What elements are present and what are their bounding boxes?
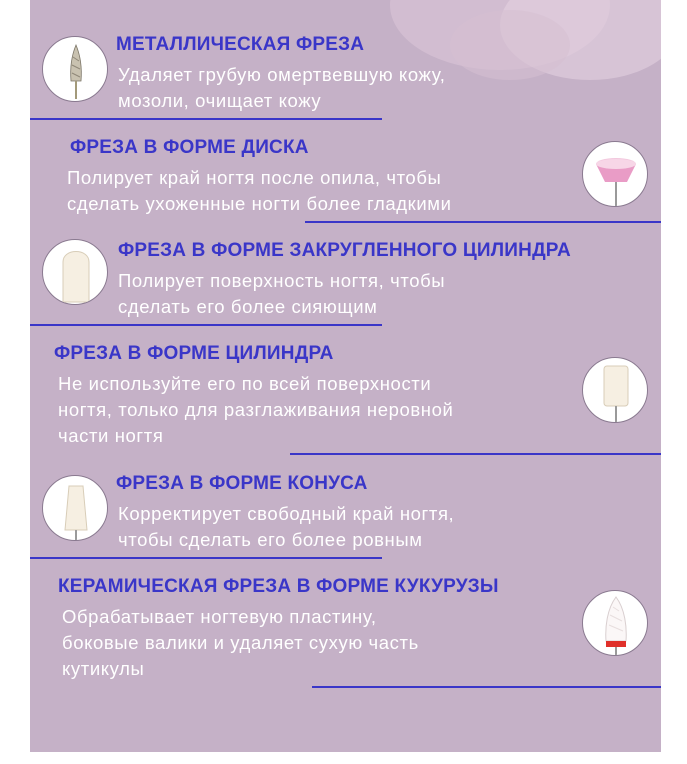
divider-line [305,221,661,223]
item-description-line: ногтя, только для разглаживания неровной [58,399,454,420]
rounded-cylinder-bit-icon [42,239,108,305]
item-title: ФРЕЗА В ФОРМЕ ЦИЛИНДРА [54,343,334,364]
divider-line [30,324,382,326]
item-description-line: сделать его более сияющим [118,296,378,317]
item-title: МЕТАЛЛИЧЕСКАЯ ФРЕЗА [116,34,365,55]
item-description-line: Корректирует свободный край ногтя, [118,503,455,524]
metal-flame-bit-icon [42,36,108,102]
item-description-line: Удаляет грубую омертвевшую кожу, [118,64,446,85]
flower-petal-decoration [450,10,570,80]
ceramic-corn-bit-icon [582,590,648,656]
item-description-line: Обрабатывает ногтевую пластину, [62,606,377,627]
item-description-line: боковые валики и удаляет сухую часть [62,632,419,653]
cone-bit-icon [42,475,108,541]
item-title: ФРЕЗА В ФОРМЕ ЗАКРУГЛЕННОГО ЦИЛИНДРА [118,240,571,261]
item-description-line: Полирует край ногтя после опила, чтобы [67,167,442,188]
item-title: ФРЕЗА В ФОРМЕ КОНУСА [116,473,368,494]
item-description-line: кутикулы [62,658,145,679]
item-description-line: мозоли, очищает кожу [118,90,322,111]
item-description-line: сделать ухоженные ногти более гладкими [67,193,452,214]
item-description-line: чтобы сделать его более ровным [118,529,423,550]
item-description-line: Полирует поверхность ногтя, чтобы [118,270,446,291]
item-title: КЕРАМИЧЕСКАЯ ФРЕЗА В ФОРМЕ КУКУРУЗЫ [58,576,499,597]
divider-line [312,686,661,688]
product-info-card [30,0,661,752]
disc-bit-icon [582,141,648,207]
divider-line [290,453,661,455]
item-title: ФРЕЗА В ФОРМЕ ДИСКА [70,137,309,158]
item-description-line: части ногтя [58,425,164,446]
divider-line [30,557,382,559]
item-description-line: Не используйте его по всей поверхности [58,373,432,394]
divider-line [30,118,382,120]
cylinder-bit-icon [582,357,648,423]
